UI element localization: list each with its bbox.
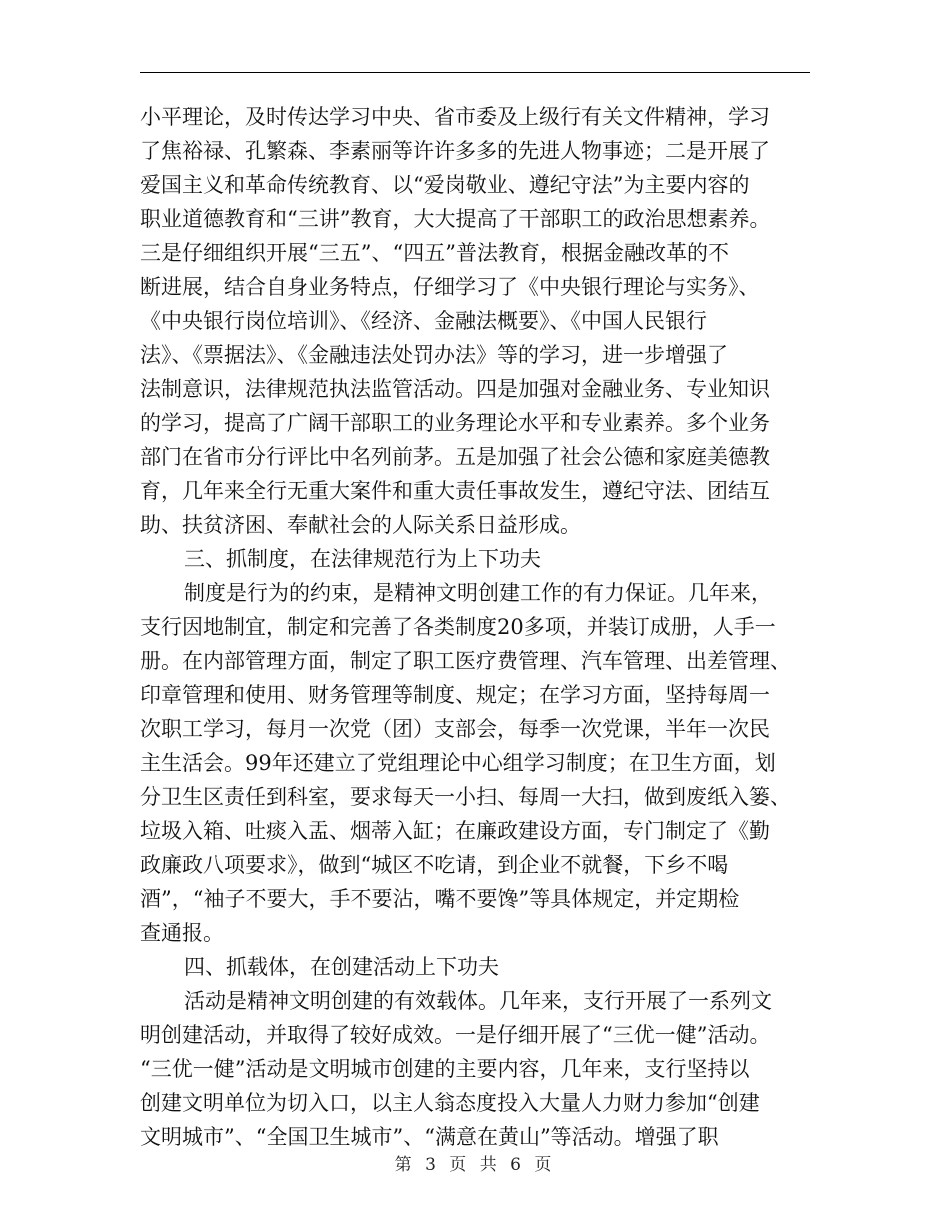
body-line: 《中央银行岗位培训》、《经济、金融法概要》、《中国人民银行	[140, 309, 707, 333]
body-line: 了焦裕禄、孔繁森、李素丽等许许多多的先进人物事迹；二是开展了	[140, 139, 770, 163]
body-line: 三是仔细组织开展“三五”、“四五”普法教育，根据金融改革的不	[140, 241, 729, 265]
body-line: “三优一健”活动是文明城市创建的主要内容，几年来，支行坚持以	[140, 1057, 750, 1081]
body-line: 育，几年来全行无重大案件和重大责任事故发生，遵纪守法、团结互	[140, 479, 770, 503]
body-line: 垃圾入箱、吐痰入盂、烟蒂入缸；在廉政建设方面，专门制定了《勤	[140, 819, 770, 843]
header-rule	[140, 72, 810, 73]
page-number-footer: 第 3 页 共 6 页	[394, 1155, 556, 1175]
body-line: 职业道德教育和“三讲”教育，大大提高了干部职工的政治思想素养。	[140, 207, 771, 231]
body-line: 断进展，结合自身业务特点，仔细学习了《中央银行理论与实务》、	[140, 275, 760, 299]
body-line: 酒”，“袖子不要大，手不要沾，嘴不要馋”等具体规定，并定期检	[140, 887, 740, 911]
body-line: 政廉政八项要求》，做到“城区不吃请，到企业不就餐，下乡不喝	[140, 853, 729, 877]
body-line: 分卫生区责任到科室，要求每天一小扫、每周一大扫，做到废纸入篓、	[140, 785, 791, 809]
document-body	[140, 100, 810, 1154]
body-line: 文明城市”、“全国卫生城市”、“满意在黄山”等活动。增强了职	[140, 1125, 719, 1149]
body-line: 法》、《票据法》、《金融违法处罚办法》等的学习，进一步增强了	[140, 343, 728, 367]
body-line: 部门在省市分行评比中名列前茅。五是加强了社会公德和家庭美德教	[140, 445, 770, 469]
section-heading-3: 三、抓制度，在法律规范行为上下功夫	[184, 547, 541, 571]
body-line: 制度是行为的约束，是精神文明创建工作的有力保证。几年来，	[184, 581, 772, 605]
body-line: 活动是精神文明创建的有效载体。几年来，支行开展了一系列文	[184, 989, 772, 1013]
body-line: 法制意识，法律规范执法监管活动。四是加强对金融业务、专业知识	[140, 377, 770, 401]
body-line: 小平理论，及时传达学习中央、省市委及上级行有关文件精神，学习	[140, 105, 770, 129]
body-line: 印章管理和使用、财务管理等制度、规定；在学习方面，坚持每周一	[140, 683, 770, 707]
body-line: 册。在内部管理方面，制定了职工医疗费管理、汽车管理、出差管理、	[140, 649, 791, 673]
body-line: 创建文明单位为切入口，以主人翁态度投入大量人力财力参加“创建	[140, 1091, 760, 1115]
section-heading-4: 四、抓载体，在创建活动上下功夫	[184, 955, 499, 979]
body-line: 查通报。	[140, 921, 224, 945]
body-line: 的学习，提高了广阔干部职工的业务理论水平和专业素养。多个业务	[140, 411, 770, 435]
body-line: 支行因地制宜，制定和完善了各类制度20多项，并装订成册，人手一	[140, 615, 776, 639]
body-line: 助、扶贫济困、奉献社会的人际关系日益形成。	[140, 513, 581, 537]
body-line: 明创建活动，并取得了较好成效。一是仔细开展了“三优一健”活动。	[140, 1023, 771, 1047]
body-line: 爱国主义和革命传统教育、以“爱岗敬业、遵纪守法”为主要内容的	[140, 173, 750, 197]
body-line: 次职工学习，每月一次党（团）支部会，每季一次党课，半年一次民	[140, 717, 770, 741]
body-line: 主生活会。99年还建立了党组理论中心组学习制度；在卫生方面，划	[140, 751, 776, 775]
